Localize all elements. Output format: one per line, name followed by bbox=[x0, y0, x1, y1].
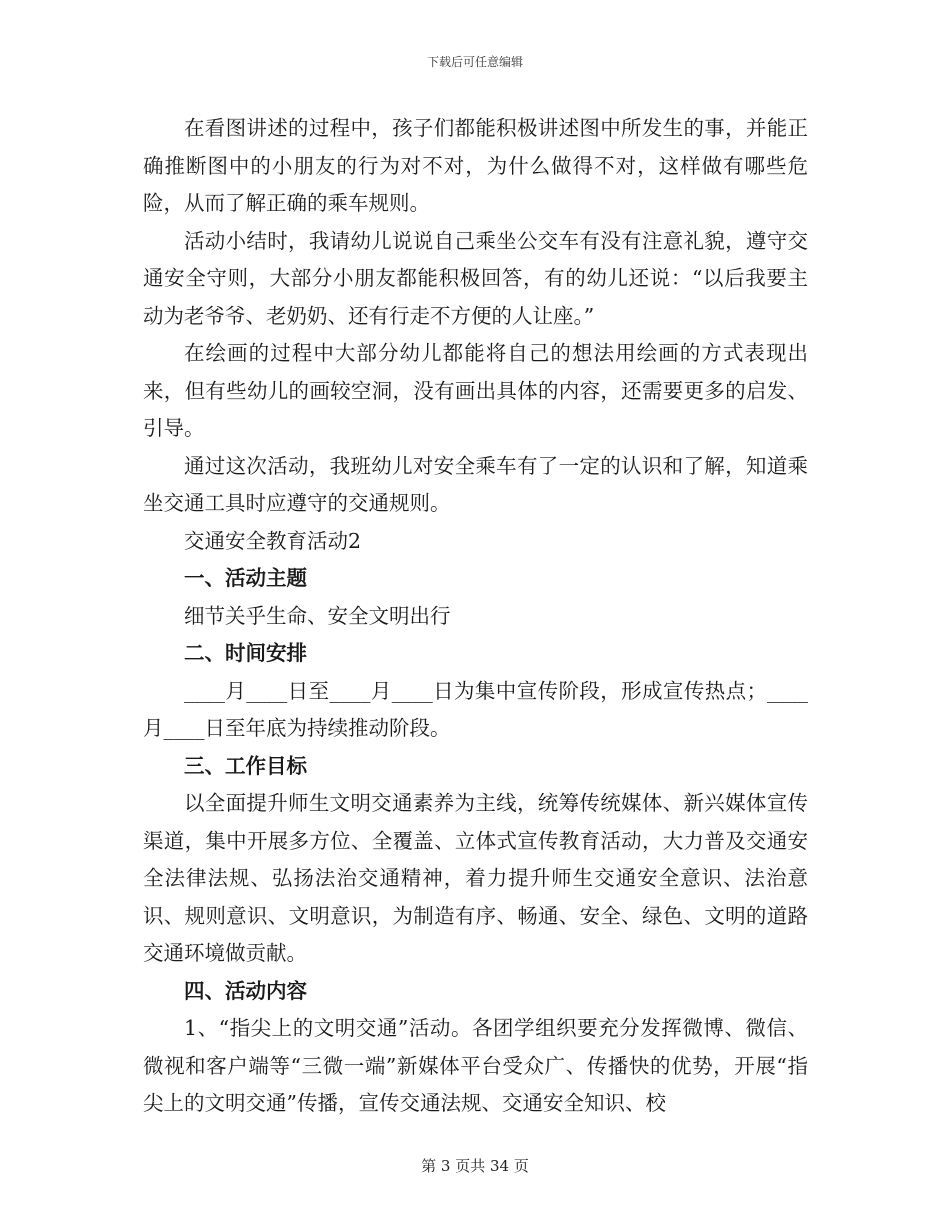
paragraph-conclusion: 通过这次活动，我班幼儿对安全乘车有了一定的认识和了解，知道乘坐交通工具时应遵守的交通规则。 bbox=[143, 453, 808, 515]
heading-activity-content: 四、活动内容 bbox=[184, 978, 307, 1003]
paragraph-drawing: 在绘画的过程中大部分幼儿都能将自己的想法用绘画的方式表现出来，但有些幼儿的画较空洞，没有画出具体的内容，还需要更多的启发、引导。 bbox=[143, 341, 808, 440]
paragraph-schedule: ____月____日至____月____日为集中宣传阶段，形成宣传热点；____月____日至年底为持续推动阶段。 bbox=[143, 678, 808, 740]
paragraph-theme: 细节关乎生命、安全文明出行 bbox=[184, 603, 451, 628]
page-number: 第 3 页共 34 页 bbox=[421, 1157, 529, 1175]
page-header-note: 下载后可任意编辑 bbox=[426, 55, 523, 69]
paragraph-goals: 以全面提升师生文明交通素养为主线，统筹传统媒体、新兴媒体宣传渠道，集中开展多方位、全覆盖、立体式宣传教育活动，大力普及交通安全法律法规、弘扬法治交通精神，着力提升师生交通安全意识、法治意识、规则意识、文明意识，为制造有序、畅通、安全、绿色、文明的道路交通环境做贡献。 bbox=[143, 791, 808, 965]
paragraph-summary: 活动小结时，我请幼儿说说自己乘坐公交车有没有注意礼貌，遵守交通安全守则，大部分小朋友都能积极回答，有的幼儿还说：“以后我要主动为老爷爷、老奶奶、还有行走不方便的人让座。” bbox=[143, 228, 808, 328]
document-body bbox=[143, 110, 808, 1123]
heading-schedule: 二、时间安排 bbox=[184, 641, 307, 665]
heading-activity-theme: 一、活动主题 bbox=[184, 566, 307, 590]
heading-goals: 三、工作目标 bbox=[184, 753, 307, 778]
paragraph-activity-1: 1、“指尖上的文明交通”活动。各团学组织要充分发挥微博、微信、微视和客户端等“三微一端”新媒体平台受众广、传播快的优势，开展“指尖上的文明交通”传播，宣传交通法规、交通安全知识、校 bbox=[143, 1016, 808, 1115]
paragraph-storytelling: 在看图讲述的过程中，孩子们都能积极讲述图中所发生的事，并能正确推断图中的小朋友的行为对不对，为什么做得不对，这样做有哪些危险，从而了解正确的乘车规则。 bbox=[143, 116, 808, 215]
section-title: 交通安全教育活动2 bbox=[184, 528, 362, 553]
